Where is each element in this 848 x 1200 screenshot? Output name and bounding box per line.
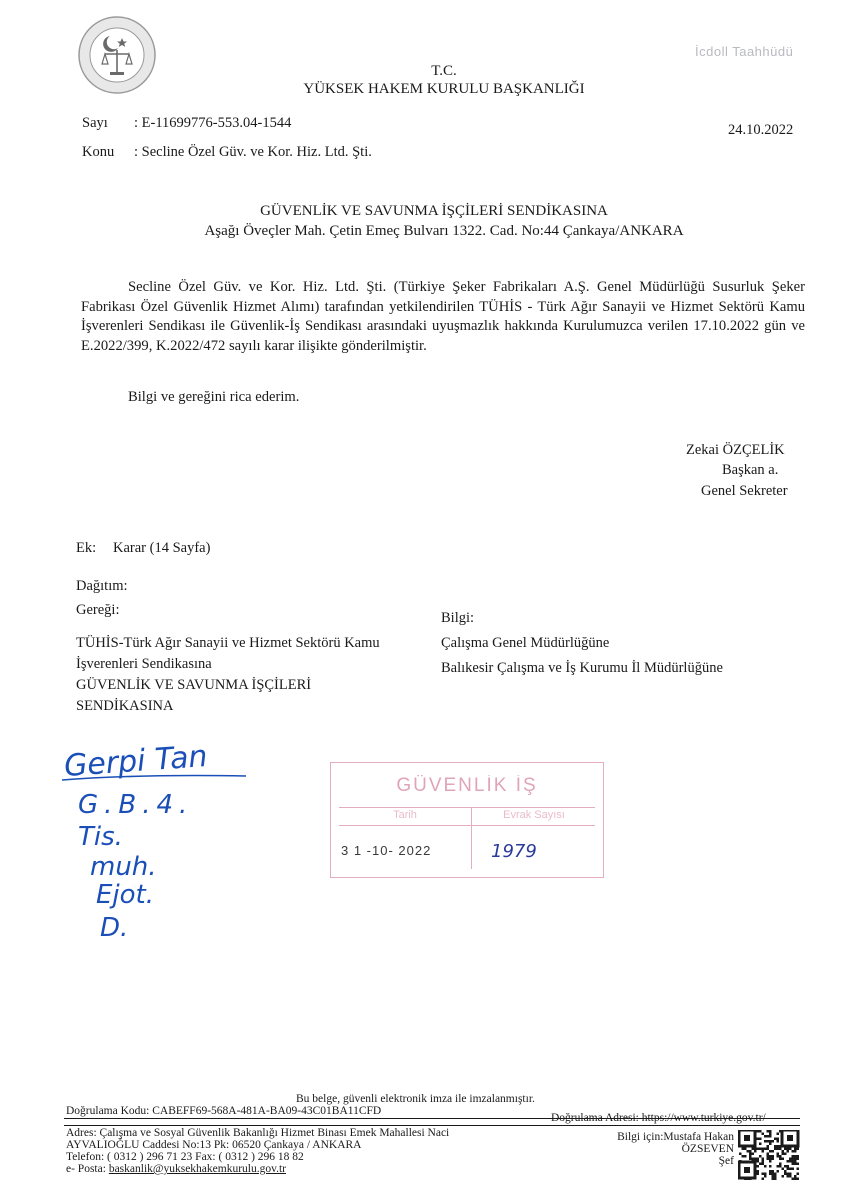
gereği-line-2: İşverenleri Sendikasına: [76, 656, 212, 672]
bilgi-line-2: Balıkesir Çalışma ve İş Kurumu İl Müdürlüğüne: [441, 660, 723, 676]
received-stamp-number: 1979: [491, 841, 537, 862]
gereği-line-4: SENDİKASINA: [76, 698, 174, 714]
signature-title-1: Başkan a.: [722, 462, 779, 478]
body-paragraph-1-text: Secline Özel Güv. ve Kor. Hiz. Ltd. Şti. (Türkiye Şeker Fabrikaları A.Ş. Genel Müdürlüğü Susurluk Şeker Fabrikası Özel Güvenlik Hizmet Alımı) tarafından yetkilendirilen TÜHİS - Türk Ağır Sanayii ve Hizmet Sektörü Kamu İşverenleri Sendikası ile Güvenlik-İş Sendikası arasındaki uyuşmazlık hakkında Kurulumuzca verilen 17.10.2022 gün ve E.2022/399, K.2022/472 sayılı karar ilişikte gönderilmiştir.: [81, 279, 805, 354]
handwritten-note-3: Tis.: [78, 822, 123, 852]
footer-mid-rule: [64, 1125, 800, 1126]
sayi-label: Sayı: [82, 115, 108, 131]
sayi-value: : E-11699776-553.04-1544: [134, 115, 292, 131]
attachment-label: Ek:: [76, 540, 97, 556]
address-line-1: Adres: Çalışma ve Sosyal Güvenlik Bakanlığı Hizmet Binası Emek Mahallesi Naci: [66, 1127, 450, 1139]
received-stamp-header-line: [339, 825, 595, 826]
contact-info-title: Şef: [718, 1155, 734, 1167]
recipient-address: Aşağı Öveçler Mah. Çetin Emeç Bulvarı 1322. Cad. No:44 Çankaya/ANKARA: [204, 223, 684, 239]
document-date: 24.10.2022: [728, 122, 794, 138]
gereği-label: Gereği:: [76, 602, 120, 618]
address-line-2: AYVALIOĞLU Caddesi No:13 Pk: 06520 Çankaya / ANKARA: [66, 1139, 362, 1151]
handwritten-note-2: G.B.4.: [78, 790, 194, 820]
handwritten-note-4: muh.: [90, 852, 157, 882]
signature-title-2: Genel Sekreter: [701, 483, 788, 499]
bilgi-line-1: Çalışma Genel Müdürlüğüne: [441, 635, 610, 651]
attachment-value: Karar (14 Sayfa): [113, 540, 211, 556]
received-stamp-col2-header: Evrak Sayısı: [503, 809, 565, 821]
contact-info-name: ÖZSEVEN: [681, 1143, 734, 1155]
signature-name: Zekai ÖZÇELİK: [686, 442, 785, 458]
contact-info-label: Bilgi için:Mustafa Hakan: [617, 1131, 734, 1143]
email-label: e- Posta:: [66, 1163, 109, 1175]
header-institution: YÜKSEK HAKEM KURULU BAŞKANLIĞI: [303, 81, 585, 97]
email-link[interactable]: baskanlik@yuksekhakemkurulu.gov.tr: [108, 1163, 287, 1175]
handwritten-note-6: D.: [100, 913, 129, 943]
handwritten-underline: [60, 770, 250, 784]
konu-value: : Secline Özel Güv. ve Kor. Hiz. Ltd. Şti.: [134, 144, 372, 160]
body-paragraph-1: [81, 278, 805, 356]
phone-fax: Telefon: ( 0312 ) 296 71 23 Fax: ( 0312 ) 296 18 82: [66, 1151, 304, 1163]
esign-note: Bu belge, güvenli elektronik imza ile imzalanmıştır.: [296, 1093, 535, 1105]
received-label-stamp: İcdoll Taahhüdü: [695, 44, 794, 59]
received-stamp: [330, 762, 604, 878]
received-stamp-date: 3 1 -10- 2022: [341, 843, 432, 858]
handwritten-note-5: Ejot.: [96, 880, 155, 910]
verify-code: Doğrulama Kodu: CABEFF69-568A-481A-BA09-43C01BA11CFD: [66, 1105, 382, 1117]
received-stamp-col1-header: Tarih: [393, 809, 417, 821]
verify-address: Doğrulama Adresi: https://www.turkiye.gov.tr/: [551, 1112, 766, 1124]
gereği-line-3: GÜVENLİK VE SAVUNMA İŞÇİLERİ: [76, 677, 312, 693]
email-row: [66, 1163, 286, 1176]
qr-code[interactable]: [738, 1130, 800, 1180]
received-stamp-divider: [339, 807, 595, 808]
gereği-line-1: TÜHİS-Türk Ağır Sanayii ve Hizmet Sektörü Kamu: [76, 635, 380, 651]
header-tc: T.C.: [431, 63, 457, 79]
body-paragraph-2: Bilgi ve gereğini rica ederim.: [128, 389, 300, 405]
distribution-label: Dağıtım:: [76, 578, 128, 594]
handwritten-note-1: Gerpi Tan: [62, 739, 209, 784]
bilgi-label: Bilgi:: [441, 610, 475, 626]
konu-label: Konu: [82, 144, 115, 160]
recipient-name: GÜVENLİK VE SAVUNMA İŞÇİLERİ SENDİKASINA: [260, 203, 608, 219]
received-stamp-title: GÜVENLİK İŞ: [396, 775, 538, 796]
